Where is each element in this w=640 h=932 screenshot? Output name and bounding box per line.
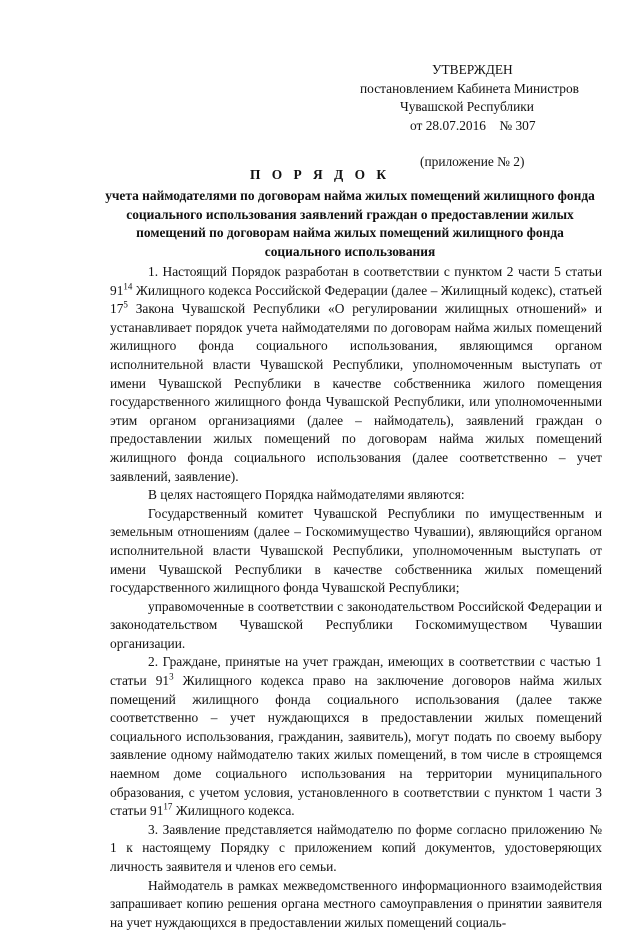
paragraph: Наймодатель в рамках межведомственного информационного взаимодействия запрашивает копию решения органа местного самоуправления о принятии заявителя на учет нуждающихся в предоставлении жилых помещений социаль-	[110, 877, 602, 930]
paragraph: 2. Граждане, принятые на учет граждан, имеющих в соответствии с частью 1 статьи $91^3$ Жилищного кодекса право на заключение договоров найма жилых помещений жилищного фонда социального использования (далее также соответственно – учет нуждающихся в предоставлении жилых помещений социального использования, гражданин, заявитель), могут подать по своему выбору заявление одному наймодателю таких жилых помещений, в том числе в строящемся наемном доме социального использования на территории муниципального образования, с учетом условия, установленного в соответствии с пунктом 1 части 3 статьи $91^{17}$ Жилищного кодекса.	[110, 654, 602, 819]
paragraph: 3. Заявление представляется наймодателю по форме согласно приложению № 1 к настоящему Порядку с приложением копий документов, удостоверяющих личность заявителя и членов его семьи.	[110, 821, 602, 874]
document-subtitle: учета наймодателями по договорам найма жилых помещений жилищного фонда социального использования заявлений граждан о предоставлении жилых помещений по договорам найма жилых помещений жилищного фонда социального использования	[105, 188, 595, 259]
paragraph: В целях настоящего Порядка наймодателями являются:	[148, 487, 465, 503]
appendix-label: (приложение № 2)	[420, 154, 525, 170]
approval-title: УТВЕРЖДЕН	[432, 62, 513, 77]
approval-line: постановлением Кабинета Министров	[360, 80, 579, 96]
approval-stamp	[360, 61, 630, 172]
paragraph: 1. Настоящий Порядок разработан в соответствии с пунктом 2 части 5 статьи $91^{14}$ Жилищного кодекса Российской Федерации (далее – Жилищный кодекс), статьей $17^5$ Закона Чувашской Республики «О регулировании жилищных отношений» и устанавливает порядок учета наймодателями по договорам найма жилых помещений жилищного фонда социального использования, являющимся органом исполнительной власти Чувашской Республики, уполномоченным выступать от имени Чувашской Республики в качестве собственника жилого помещения государственного жилищного фонда Чувашской Республики, или уполномоченными этим органом организациями (далее – наймодатель), заявлений граждан о предоставлении жилых помещений по договорам найма жилых помещений жилищного фонда социального использования (далее соответственно – учет заявлений, заявление).	[110, 264, 602, 484]
approval-line: Чувашской Республики	[400, 99, 534, 115]
document-title: П О Р Я Д О К	[249, 167, 391, 182]
document-body	[110, 263, 602, 932]
paragraph: Государственный комитет Чувашской Республики по имущественным и земельным отношениям (далее – Госкомимущество Чувашии), являющийся органом исполнительной власти Чувашской Республики, уполномоченным выступать от имени Чувашской Республики в качестве собственника жилых помещений государственного жилищного фонда Чувашской Республики;	[110, 505, 602, 596]
paragraph: управомоченные в соответствии с законодательством Российской Федерации и законодательством Чувашской Республики Госкомимуществом Чувашии организации.	[110, 598, 602, 651]
approval-date-number: от 28.07.2016 № 307	[410, 117, 536, 133]
